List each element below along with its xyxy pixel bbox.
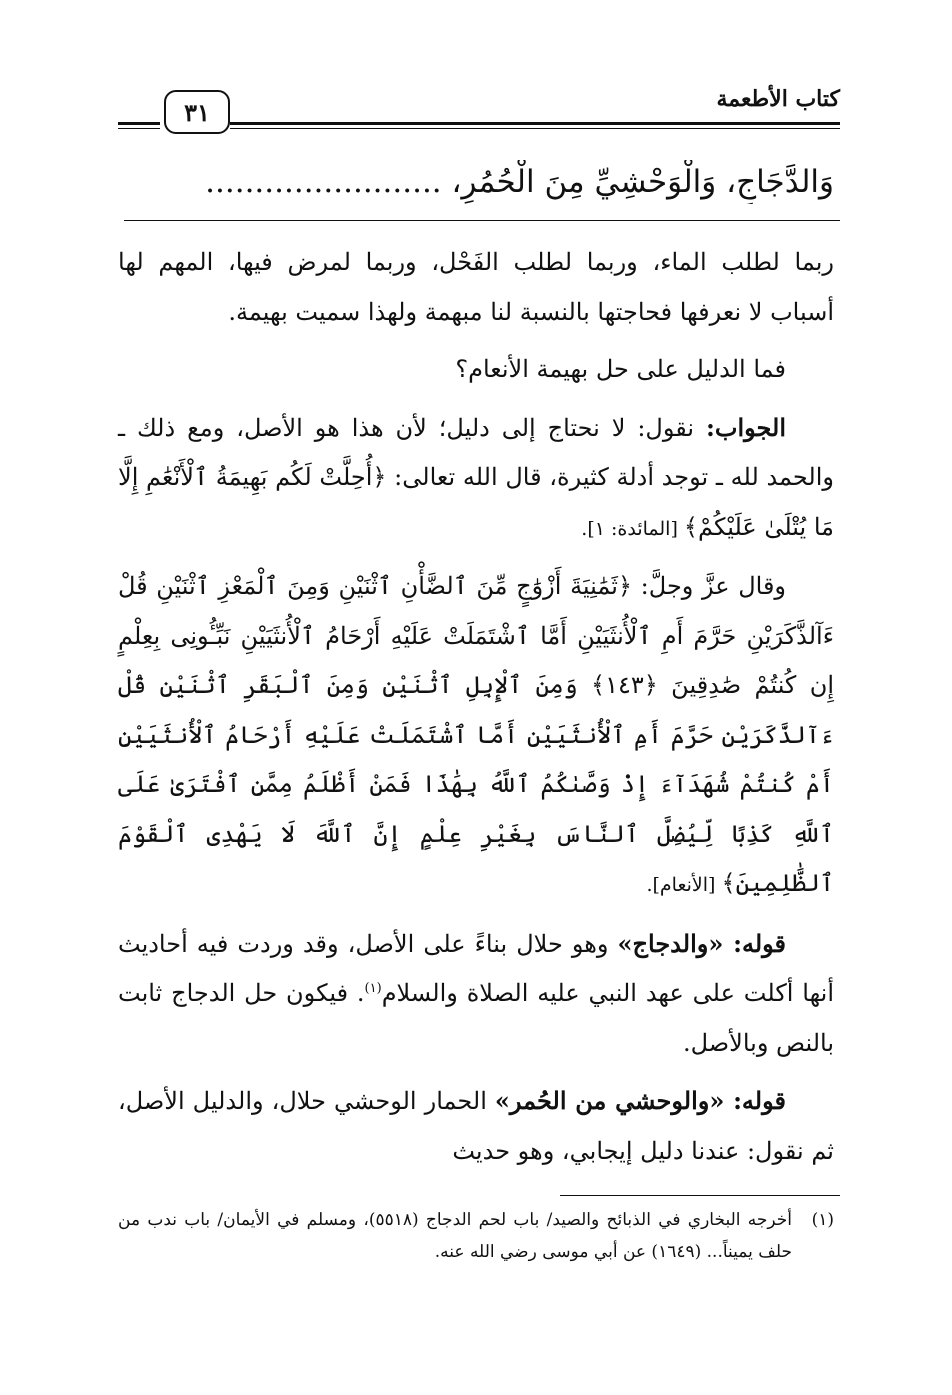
paragraph-anam [118, 562, 834, 911]
verse-reference-anam: [الأنعام]. [646, 874, 722, 896]
header-rule-right-thick [230, 122, 840, 125]
footnote-text: أخرجه البخاري في الذبائح والصيد/ باب لحم الدجاج (٥٥١٨)، ومسلم في الأيمان/ باب ندب من حلف يميناً... (١٦٤٩) عن أبي موسى رضي الله عنه. [118, 1210, 792, 1262]
wild-donkey-label: قوله: «والوحشي من الحُمر» [494, 1086, 786, 1115]
paragraph-question: فما الدليل على حل بهيمة الأنعام؟ [455, 355, 786, 383]
answer-label: الجواب: [706, 412, 786, 442]
paragraph-wild-donkey [118, 1076, 834, 1176]
page-number-badge [164, 90, 230, 134]
quran-verse-anam: ﴿ثَمَٰنِيَةَ أَزْوَٰجٍ مِّنَ ٱلضَّأْنِ ٱثْنَيْنِ وَمِنَ ٱلْمَعْزِ ٱثْنَيْنِ قُلْ ءَآلذَّكَرَيْنِ حَرَّمَ أَمِ ٱلْأُنثَيَيْنِ أَمَّا ٱشْتَمَلَتْ عَلَيْهِ أَرْحَامُ ٱلْأُنثَيَيْنِ نَبِّـُٔونِى بِعِلْمٍ إِن كُنتُمْ صَٰدِقِينَ ﴿١٤٣﴾ وَمِنَ ٱلْإِبِلِ ٱثْنَيْنِ وَمِنَ ٱلْبَقَرِ ٱثْنَيْنِ قُلْ ءَآلذَّكَرَيْنِ حَرَّمَ أَمِ ٱلْأُنثَيَيْنِ أَمَّا ٱشْتَمَلَتْ عَلَيْهِ أَرْحَامُ ٱلْأُنثَيَيْنِ أَمْ كُنتُمْ شُهَدَآءَ إِذْ وَصَّىٰكُمُ ٱللَّهُ بِهَٰذَا فَمَنْ أَظْلَمُ مِمَّنِ ٱفْتَرَىٰ عَلَى ٱللَّهِ كَذِبًا لِّيُضِلَّ ٱلنَّاسَ بِغَيْرِ عِلْمٍ إِنَّ ٱللَّهَ لَا يَهْدِى ٱلْقَوْمَ ٱلظَّٰلِمِينَ﴾ [118, 572, 834, 897]
wild-donkey-text: الحمار الوحشي حلال، والدليل الأصل، ثم نقول: عندنا دليل إيجابي، وهو حديث [118, 1087, 834, 1165]
paragraph-1: ربما لطلب الماء، وربما لطلب الفَحْل، وربما لمرض فيها، المهم لها أسباب لا نعرفها فحاجتها بالنسبة لنا مبهمة ولهذا سميت بهيمة. [118, 248, 834, 326]
footnote-divider [560, 1195, 840, 1196]
paragraph-chicken [118, 919, 834, 1069]
header-rule-left-thick [118, 122, 160, 125]
header-rule-right-thin [230, 128, 840, 129]
footnote-number: (١) [811, 1210, 834, 1230]
footnotes [118, 1204, 834, 1268]
page-number: ٣١ [184, 97, 210, 127]
header-rule-left-thin [118, 128, 160, 129]
commentary-body [118, 238, 834, 1184]
verse-reference-maidah: [المائدة: ١]. [581, 517, 684, 540]
footnote-marker[interactable]: (١) [364, 981, 382, 996]
matn-line: وَالدَّجَاجِ، وَالْوَحْشِيِّ مِنَ الْحُمُرِ، ........................ [205, 164, 834, 200]
matn-divider [124, 220, 840, 221]
chicken-text: وهو حلال بناءً على الأصل، وقد وردت فيه أحاديث أنها أكلت على عهد النبي عليه الصلاة والسلام [118, 929, 834, 1007]
anam-intro: وقال عزَّ وجلَّ: [632, 572, 787, 600]
footnote-item [118, 1204, 834, 1268]
answer-text: نقول: لا نحتاج إلى دليل؛ لأن هذا هو الأصل، ومع ذلك ـ والحمد لله ـ توجد أدلة كثيرة، قال الله تعالى: [118, 413, 834, 491]
chicken-tail: . فيكون حل الدجاج ثابت بالنص وبالأصل. [118, 979, 834, 1057]
paragraph-answer [118, 403, 834, 555]
book-title: كتاب الأطعمة [716, 86, 840, 112]
running-header [118, 86, 840, 146]
quran-verse-maidah: ﴿أُحِلَّتْ لَكُم بَهِيمَةُ ٱلْأَنْعَٰمِ إِلَّا مَا يُتْلَىٰ عَلَيْكُمْ﴾ [118, 463, 834, 541]
chicken-label: قوله: «والدجاج» [617, 928, 787, 958]
